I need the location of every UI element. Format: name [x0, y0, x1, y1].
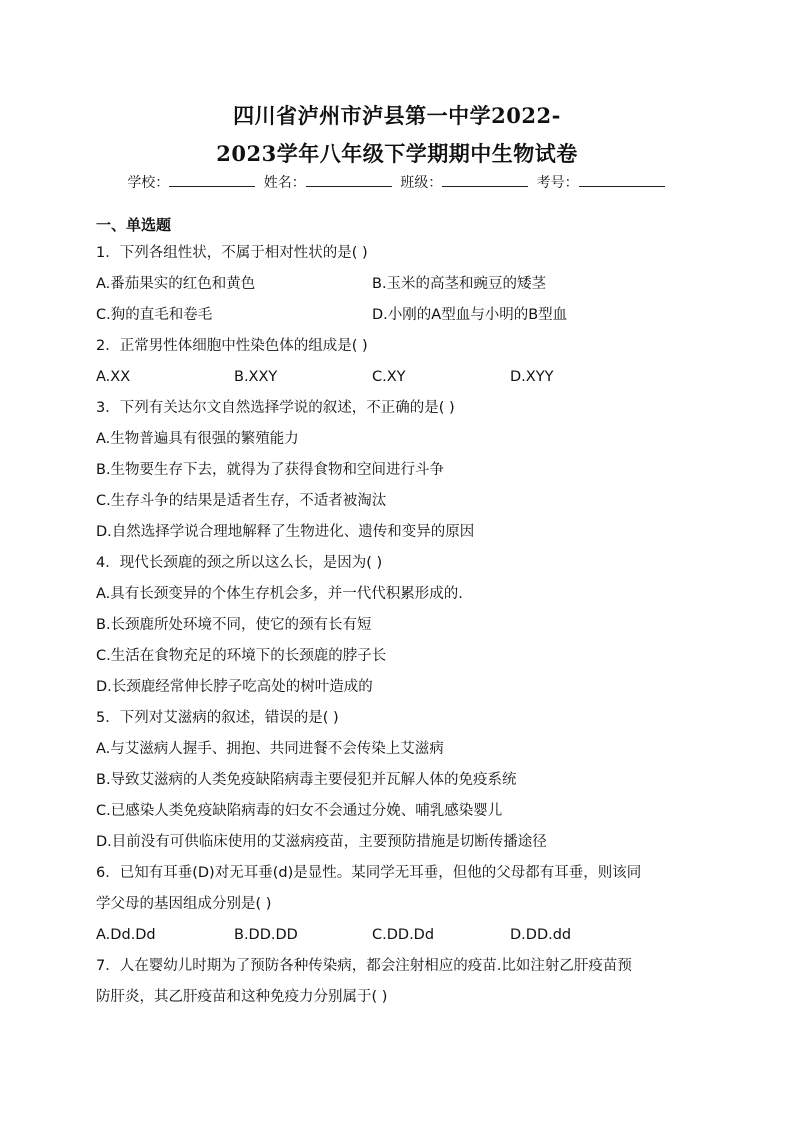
question-1-option-a: A.番茄果实的红色和黄色	[96, 276, 256, 292]
school-blank	[169, 174, 255, 187]
question-4-option-b: B.长颈鹿所处环境不同，使它的颈有长有短	[96, 617, 372, 633]
question-1-option-c: C.狗的直毛和卷毛	[96, 307, 213, 323]
name-field	[264, 172, 394, 192]
student-info-row	[0, 172, 794, 192]
question-5-option-b: B.导致艾滋病的人类免疫缺陷病毒主要侵犯并瓦解人体的免疫系统	[96, 772, 517, 788]
question-6-stem-line-2: 学父母的基因组成分别是( )	[96, 896, 272, 912]
question-6-option-c: C.DD.Dd	[372, 927, 435, 943]
question-6-option-b: B.DD.DD	[234, 927, 298, 943]
question-3-option-a: A.生物普遍具有很强的繁殖能力	[96, 431, 299, 447]
exam-number-label: 考号：	[536, 175, 579, 191]
question-3-option-b: B.生物要生存下去，就得为了获得食物和空间进行斗争	[96, 462, 445, 478]
exam-number-blank	[579, 174, 665, 187]
exam-title-line-1: 四川省泸州市泸县第一中学2022-	[233, 103, 561, 128]
question-6-stem-line-1: 6．已知有耳垂(D)对无耳垂(d)是显性。某同学无耳垂，但他的父母都有耳垂，则该同	[96, 865, 642, 881]
section-heading: 一、单选题	[96, 216, 172, 234]
question-1-options-row-2	[96, 300, 706, 331]
class-label: 班级：	[400, 175, 443, 191]
question-7-stem-line-1: 7．人在婴幼儿时期为了预防各种传染病，都会注射相应的疫苗.比如注射乙肝疫苗预	[96, 958, 632, 974]
question-2-stem: 2．正常男性体细胞中性染色体的组成是( )	[96, 338, 368, 354]
question-5-option-c: C.已感染人类免疫缺陷病毒的妇女不会通过分娩、哺乳感染婴儿	[96, 803, 503, 819]
question-3-option-d: D.自然选择学说合理地解释了生物进化、遗传和变异的原因	[96, 524, 475, 540]
question-4-option-a: A.具有长颈变异的个体生存机会多，并一代代积累形成的.	[96, 586, 463, 602]
question-6-option-a: A.Dd.Dd	[96, 927, 156, 943]
question-4-stem: 4．现代长颈鹿的颈之所以这么长，是因为( )	[96, 555, 383, 571]
school-field	[127, 172, 257, 192]
class-field	[400, 172, 530, 192]
exam-title-line-2: 2023学年八年级下学期期中生物试卷	[216, 141, 578, 166]
question-5-option-d: D.目前没有可供临床使用的艾滋病疫苗，主要预防措施是切断传播途径	[96, 834, 547, 850]
question-2-option-b: B.XXY	[234, 369, 278, 385]
question-1-option-b: B.玉米的高茎和豌豆的矮茎	[372, 276, 547, 292]
question-2-option-c: C.XY	[372, 369, 406, 385]
exam-number-field	[537, 172, 667, 192]
question-7-stem-line-2: 防肝炎，其乙肝疫苗和这种免疫力分别属于( )	[96, 989, 388, 1005]
question-3-stem: 3．下列有关达尔文自然选择学说的叙述，不正确的是( )	[96, 400, 455, 416]
name-label: 姓名：	[263, 175, 306, 191]
class-blank	[442, 174, 528, 187]
school-label: 学校：	[127, 175, 170, 191]
question-1-option-d: D.小刚的A型血与小明的B型血	[372, 307, 568, 323]
question-1-stem: 1．下列各组性状，不属于相对性状的是( )	[96, 245, 368, 261]
question-4-option-d: D.长颈鹿经常伸长脖子吃高处的树叶造成的	[96, 679, 373, 695]
question-6-options	[96, 920, 706, 951]
question-2-option-a: A.XX	[96, 369, 131, 385]
question-6-option-d: D.DD.dd	[510, 927, 572, 943]
question-2-options	[96, 362, 706, 393]
question-3-option-c: C.生存斗争的结果是适者生存，不适者被淘汰	[96, 493, 387, 509]
question-5-stem: 5．下列对艾滋病的叙述，错误的是( )	[96, 710, 339, 726]
question-4-option-c: C.生活在食物充足的环境下的长颈鹿的脖子长	[96, 648, 387, 664]
question-5-option-a: A.与艾滋病人握手、拥抱、共同进餐不会传染上艾滋病	[96, 741, 444, 757]
question-2-option-d: D.XYY	[510, 369, 554, 385]
question-list	[96, 238, 706, 1013]
question-1-options-row-1	[96, 269, 706, 300]
name-blank	[306, 174, 392, 187]
